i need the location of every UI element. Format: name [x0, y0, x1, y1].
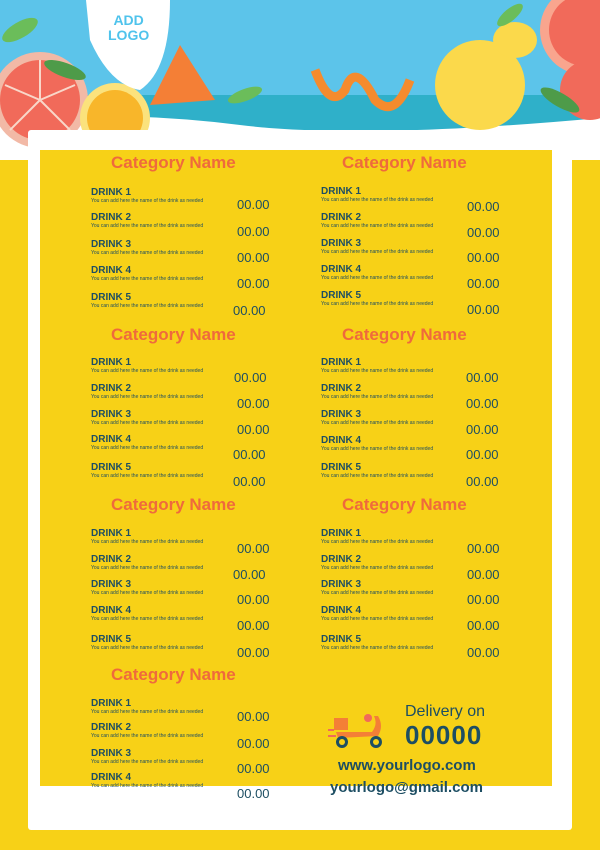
item-desc: You can add here the name of the drink as needed: [321, 249, 434, 255]
item-desc: You can add here the name of the drink as needed: [321, 590, 434, 596]
item-name: DRINK 4: [91, 772, 132, 783]
item-price: 00.00: [233, 567, 266, 582]
item-name: DRINK 5: [321, 634, 362, 645]
item-desc: You can add here the name of the drink as needed: [91, 198, 204, 204]
item-desc: You can add here the name of the drink as needed: [91, 368, 204, 374]
item-desc: You can add here the name of the drink as needed: [321, 539, 434, 545]
item-name: DRINK 1: [321, 186, 362, 197]
item-price: 00.00: [237, 276, 270, 291]
delivery-number: 00000: [405, 720, 483, 750]
logo-line-1: ADD: [113, 12, 144, 28]
item-desc: You can add here the name of the drink as needed: [321, 223, 434, 229]
website-link[interactable]: www.yourlogo.com: [338, 757, 476, 774]
item-price: 00.00: [237, 709, 270, 724]
item-name: DRINK 3: [91, 579, 132, 590]
item-desc: You can add here the name of the drink as needed: [321, 473, 434, 479]
category-title: Category Name: [111, 665, 236, 684]
item-price: 00.00: [466, 370, 499, 385]
item-price: 00.00: [237, 618, 270, 633]
item-name: DRINK 5: [321, 290, 362, 301]
item-desc: You can add here the name of the drink as needed: [321, 420, 434, 426]
item-price: 00.00: [467, 541, 500, 556]
item-desc: You can add here the name of the drink as needed: [91, 565, 204, 571]
item-name: DRINK 4: [91, 605, 132, 616]
item-name: DRINK 1: [91, 357, 132, 368]
item-name: DRINK 2: [321, 212, 362, 223]
item-name: DRINK 3: [321, 579, 362, 590]
delivery-label: Delivery on: [405, 703, 486, 720]
item-price: 00.00: [237, 396, 270, 411]
item-name: DRINK 1: [321, 357, 362, 368]
item-price: 00.00: [237, 250, 270, 265]
item-desc: You can add here the name of the drink as needed: [91, 616, 204, 622]
item-name: DRINK 2: [91, 722, 132, 733]
item-price: 00.00: [233, 303, 266, 318]
item-name: DRINK 4: [91, 434, 132, 445]
item-name: DRINK 2: [91, 383, 132, 394]
item-desc: You can add here the name of the drink as needed: [91, 420, 204, 426]
item-name: DRINK 2: [91, 554, 132, 565]
delivery-scooter-icon: [328, 712, 390, 757]
category-title: Category Name: [342, 495, 467, 514]
item-desc: You can add here the name of the drink as needed: [91, 276, 204, 282]
item-price: 00.00: [234, 370, 267, 385]
category-title: Category Name: [342, 153, 467, 172]
item-desc: You can add here the name of the drink as needed: [91, 394, 204, 400]
item-price: 00.00: [237, 786, 270, 801]
category-title: Category Name: [111, 153, 236, 172]
logo-line-2: LOGO: [108, 27, 150, 43]
item-desc: You can add here the name of the drink as needed: [91, 783, 204, 789]
item-desc: You can add here the name of the drink as needed: [91, 539, 204, 545]
item-desc: You can add here the name of the drink as needed: [321, 565, 434, 571]
item-name: DRINK 1: [321, 528, 362, 539]
item-name: DRINK 3: [91, 748, 132, 759]
item-name: DRINK 2: [91, 212, 132, 223]
item-price: 00.00: [467, 225, 500, 240]
item-desc: You can add here the name of the drink as needed: [321, 197, 434, 203]
item-name: DRINK 3: [91, 409, 132, 420]
logo: [108, 13, 149, 43]
item-name: DRINK 4: [91, 265, 132, 276]
item-price: 00.00: [467, 567, 500, 582]
item-desc: You can add here the name of the drink as needed: [321, 394, 434, 400]
item-desc: You can add here the name of the drink as needed: [91, 759, 204, 765]
item-price: 00.00: [466, 396, 499, 411]
item-price: 00.00: [467, 618, 500, 633]
item-price: 00.00: [467, 199, 500, 214]
item-price: 00.00: [466, 422, 499, 437]
item-desc: You can add here the name of the drink as needed: [91, 709, 204, 715]
item-price: 00.00: [467, 302, 500, 317]
category-title: Category Name: [111, 495, 236, 514]
item-price: 00.00: [237, 422, 270, 437]
item-price: 00.00: [237, 645, 270, 660]
item-price: 00.00: [237, 592, 270, 607]
item-name: DRINK 4: [321, 435, 362, 446]
item-price: 00.00: [467, 250, 500, 265]
item-name: DRINK 5: [321, 462, 362, 473]
item-name: DRINK 5: [91, 634, 132, 645]
item-desc: You can add here the name of the drink as needed: [321, 645, 434, 651]
item-name: DRINK 5: [91, 462, 132, 473]
item-price: 00.00: [467, 592, 500, 607]
item-name: DRINK 1: [91, 187, 132, 198]
email-link[interactable]: yourlogo@gmail.com: [330, 779, 483, 796]
item-name: DRINK 3: [321, 409, 362, 420]
item-name: DRINK 3: [321, 238, 362, 249]
category-title: Category Name: [342, 325, 467, 344]
item-desc: You can add here the name of the drink as needed: [321, 301, 434, 307]
item-price: 00.00: [237, 736, 270, 751]
item-name: DRINK 1: [91, 528, 132, 539]
item-price: 00.00: [237, 224, 270, 239]
item-price: 00.00: [237, 761, 270, 776]
item-name: DRINK 4: [321, 264, 362, 275]
item-desc: You can add here the name of the drink as needed: [321, 446, 434, 452]
item-name: DRINK 4: [321, 605, 362, 616]
item-price: 00.00: [233, 447, 266, 462]
item-desc: You can add here the name of the drink as needed: [91, 250, 204, 256]
item-desc: You can add here the name of the drink as needed: [91, 445, 204, 451]
item-name: DRINK 2: [321, 383, 362, 394]
item-price: 00.00: [237, 541, 270, 556]
item-desc: You can add here the name of the drink as needed: [321, 275, 434, 281]
item-price: 00.00: [467, 276, 500, 291]
item-price: 00.00: [237, 197, 270, 212]
item-desc: You can add here the name of the drink as needed: [91, 590, 204, 596]
item-desc: You can add here the name of the drink as needed: [321, 616, 434, 622]
item-name: DRINK 5: [91, 292, 132, 303]
item-price: 00.00: [467, 645, 500, 660]
item-desc: You can add here the name of the drink as needed: [91, 223, 204, 229]
item-desc: You can add here the name of the drink as needed: [321, 368, 434, 374]
item-desc: You can add here the name of the drink as needed: [91, 473, 204, 479]
item-price: 00.00: [233, 474, 266, 489]
category-title: Category Name: [111, 325, 236, 344]
item-desc: You can add here the name of the drink as needed: [91, 733, 204, 739]
item-desc: You can add here the name of the drink as needed: [91, 645, 204, 651]
item-name: DRINK 3: [91, 239, 132, 250]
item-name: DRINK 1: [91, 698, 132, 709]
item-desc: You can add here the name of the drink as needed: [91, 303, 204, 309]
item-price: 00.00: [466, 447, 499, 462]
item-name: DRINK 2: [321, 554, 362, 565]
item-price: 00.00: [466, 474, 499, 489]
